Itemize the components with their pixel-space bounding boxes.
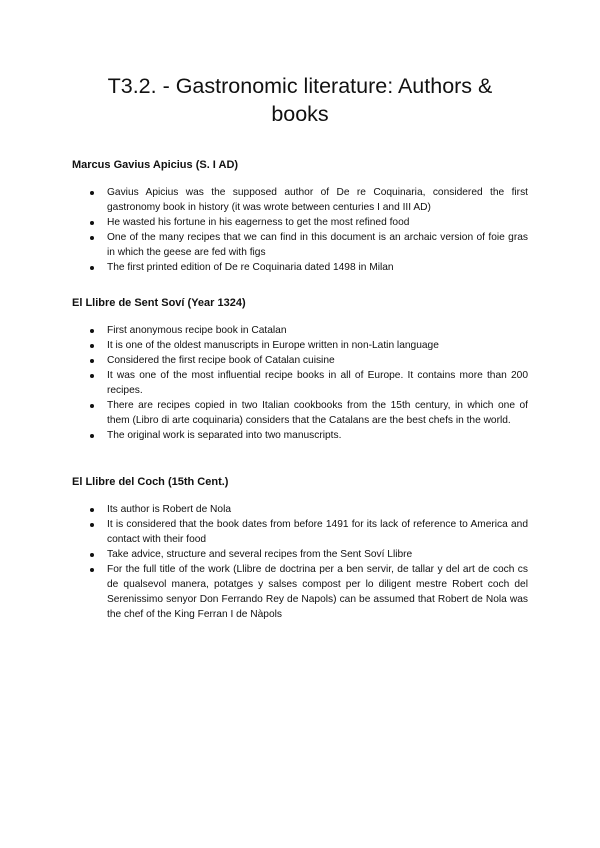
list-item: There are recipes copied in two Italian cookbooks from the 15th century, in which one of them (Libro di arte coquinaria) considers that the Catalans are the best chefs in the world. (72, 398, 528, 428)
list-item: Considered the first recipe book of Catalan cuisine (72, 353, 528, 368)
list-item: The original work is separated into two manuscripts. (72, 428, 528, 443)
section-sent-sovi (72, 296, 528, 443)
section-apicius (72, 158, 528, 275)
page-title: T3.2. - Gastronomic literature: Authors & books (107, 74, 493, 126)
list-item: He wasted his fortune in his eagerness to get the most refined food (72, 215, 528, 230)
list-item: Take advice, structure and several recipes from the Sent Soví Llibre (72, 547, 528, 562)
list-item: The first printed edition of De re Coquinaria dated 1498 in Milan (72, 260, 528, 275)
list-item: For the full title of the work (Llibre de doctrina per a ben servir, de tallar y del art de coch cs de qualsevol manera, potatges y salses compost per lo diligent mestre Robert coch del Serenissimo senyor Don Ferrando Rey de Napols) can be assumed that Robert de Nola was the chef of the King Ferran I de Nàpols (72, 562, 528, 622)
list-item: It is considered that the book dates from before 1491 for its lack of reference to America and contact with their food (72, 517, 528, 547)
section-heading: El Llibre del Coch (15th Cent.) (72, 476, 229, 488)
bullet-list (72, 323, 528, 443)
section-heading: Marcus Gavius Apicius (S. I AD) (72, 159, 239, 171)
section-llibre-del-coch (72, 475, 528, 622)
bullet-list (72, 185, 528, 275)
list-item: It is one of the oldest manuscripts in Europe written in non-Latin language (72, 338, 528, 353)
list-item: Its author is Robert de Nola (72, 502, 528, 517)
list-item: One of the many recipes that we can find in this document is an archaic version of foie gras in which the geese are fed with figs (72, 230, 528, 260)
section-heading: El Llibre de Sent Soví (Year 1324) (72, 297, 246, 309)
list-item: It was one of the most influential recipe books in all of Europe. It contains more than 200 recipes. (72, 368, 528, 398)
bullet-list (72, 502, 528, 622)
list-item: First anonymous recipe book in Catalan (72, 323, 528, 338)
list-item: Gavius Apicius was the supposed author of De re Coquinaria, considered the first gastronomy book in history (it was wrote between centuries I and III AD) (72, 185, 528, 215)
